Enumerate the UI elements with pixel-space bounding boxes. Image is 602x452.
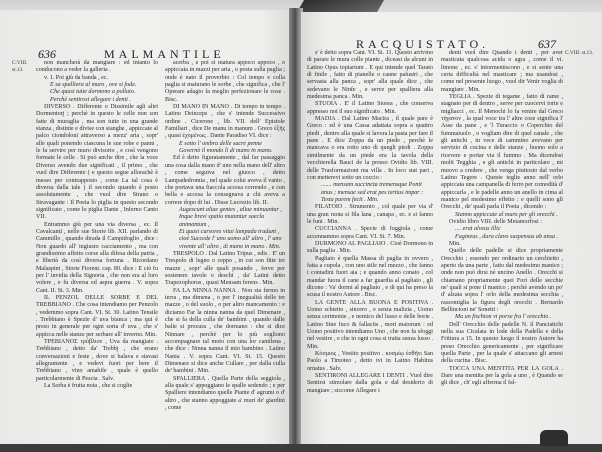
verse-line: ....... mensam succincta tremensque Ponit anus ; mensae sed erat pes tertius impar : [321, 182, 424, 196]
verse-line: .... erat alveus illic [455, 226, 501, 233]
paragraph: Dell' Orecchio delle padelle N. il Panciatichi nella sua Cicalata in lode della Padella e della Frittura a 15. In questo luogo il nostro Autore ha preso Orecchio genericamente , per significare quella Parte , per la quale s' attaccano gli arnesi della cucina . Bisc. [441, 321, 563, 365]
paragraph: DURMONO AL PAGLIAIO . Cioè Dormono in sulla paglia . Min. [307, 240, 433, 255]
verse-line: Ma un fischion vi porse fra l' orecchio . [455, 314, 552, 321]
right-column-2 [441, 50, 563, 388]
verse-line: Fagineus , dura clavo suspensus ab ansa . [455, 233, 559, 240]
verse-line: Testa parem fecit . Min. [321, 196, 379, 203]
paragraph: Quello delle padelle si dice propriamente Orecchio ; essendo per ordinario un cerchietto , aperto da una parte , fatto dal medesimo manico ; onde non può dirsi nè uncino Anello . Orecchi si chiamano propriamente quei Fori delle secchie ne' quali si pone il manico ; perchè avendo un po' d' alzata sopra l' orlo della medesima secchia , rassomiglia la figura degli orecchi . Bernardo Bellincioni ne' Sonetti : [441, 248, 563, 314]
verse-line: Et quasi cursores vitai lampada tradunt , cioè Succede l' uno uomo all' altro , l' uno viventе all' altro , di mano in mano . Min. [179, 228, 282, 250]
running-head: MALMANTILE [104, 47, 225, 61]
left-column-1 [36, 60, 158, 390]
verse-line: Perchè sentirosi allegare i denti . [50, 96, 131, 103]
left-column-2 [165, 60, 285, 413]
paragraph: TRESPOLO . Dal Latino Tripus , edis . E' un Trespolo di legno o ceppo , in cui son fitte tre mazze , sopr' alle quali posando , ferve per sostenere tavole o deschi , da' Latini detto Trapezophorus , quasi Mensam ferens . Min. [165, 250, 285, 287]
paragraph: LA GENTE ALLA BUONA E POSITIVA . Uomo schietto , sincero , e senza malizia , Uomo senza cerimonie , e nemico del lusso e delle borie . Latino Sine fuco & fallaciis , mori maiorum : ed Uomo positivo intendiamo Uno , che non fa sfoggi nel vestire , e che in ogni cosa si tratta senza lusso . Min. [307, 299, 433, 350]
paragraph: FILATOIO . Strumento , col quale per via d' una gran ruota si fila lana , canapa , ec. e si fanno le funi . Min. [307, 204, 433, 225]
paragraph: Min. [449, 240, 461, 247]
right-column-1 [307, 50, 433, 395]
paragraph: Entrammo giù per una via diversa , ec. Il Cavalcanti , nelle sue Storie lib. XII. parlando di Cammillo , quando dirada il Campidoglio , dice : Non guardo all' ingiusto cacciamento , ma con grandissimo affetto corse alla difesa della patria , e libertà da così diversa fortuna . Ricordano Malaspini , Storie Fiorent. cap. 80. dice : E ciò fu per l' invidia della Signoria , che non era al loro volere , e fu diversa ed aspra guerra . V. sopra Cant. II. St. 3. Min. [36, 221, 158, 294]
paragraph: Κόσμιος , Vestito positivo . κοσμίῳ ἐσθῆτι San Paolo a Timoteo , detto ivi in Latino Habitus ornatus . Salv. [307, 351, 433, 372]
left-page [0, 10, 291, 446]
page-number: 637 [538, 37, 556, 51]
page-clip [540, 430, 568, 446]
paragraph: CUCCIANNA . Specie di foggiola , come accennammo sopra Cant. VI. St. 7. Min. [307, 226, 433, 240]
paragraph: IL PENZOL DELLE SORBE E DEL TREBBIANO . Che cosa intendiamo per Penzolo , vedemmo sopra Cant. VI. St. 30. Latino Tensile . Trebbiano è Spezie d' uva bianca ; ma qui è preso in generale per ogni sorta d' uva , che s' appicca nelle stanze per serbare all' inverno. Min. [36, 295, 158, 338]
paragraph: STUOIA . E' il Latino Storea , che conserva appresso noi il suo significato . Min. [307, 101, 433, 115]
paragraph: Pagliaio è quella Massa di paglia in ovvero , fatta a cupola , con uno stile nel mezzo , che fanno i contadini fuori aia ; e quando anno conato , col mandar fuora il cane a far guardia al pagliaio , gli dicono : Va' dormi al pagliaio , e di qui ha preso la scusa il nostro Autore . Bisc. [307, 255, 433, 299]
running-head: RACQUISTATO. [356, 37, 490, 51]
paragraph: s' è detto sopra Cant. VI. St. 11. Questo arrivino di parare le mura colle piante , diceasi da alcuni in Latino Opus topiarium . E qui intende quel Tarato di finile , fatto di pianelle o canne palustri , che servasta alla panca , sopr' alla quale dice , che sedevano le Ninfe , e serve per spalliera alla medesima panca . Min. [307, 50, 433, 101]
paragraph: MADIA . Dal Latino Mactra , il quale pare è Greco : ed è una Cassa adattata sopra a quattro piedi , dentro alla quale si lavora la pasta per fare il pane . E dice Zoppa da un piede , perchè le mancava o era rotto uno di quegli piedi . Zoppa similmente da un piede era la tavola della vecchierella Bauci de la presso Ovidio lib. VIII. delle Trasformazioni ma villa . In loco stat pari , con metterevi sotto un coccio : [307, 116, 433, 181]
margin-note: C.VIII. st.13. [12, 60, 28, 74]
paragraph: SENTIRONI ALLEGARE I DENTI . Vuol dire Sentirsi stimolare dalla gola e dal desiderio di mangiare ; siccome Allegare i [307, 373, 433, 394]
right-page [301, 12, 602, 446]
margin-note: C.VIII. st.13. [565, 50, 594, 56]
paragraph: SPALLIERA . Quella Parte della seggiola , alla quale s' appoggiano le spalle sedendo ; e per Spalliere intendiamo quelle Piante d' agrumi o d' altro , che stanno appoggiate a' muri de' giardini , come [165, 375, 285, 412]
paragraph: TEGLIA . Spezie di tegame , fatto di rame , stagnato per di dentro , serve per cuocervi torte e migliacci , ec. Il Menochi lo fa venire dal Greco τήγανον , la qual voce tra l' altre cose significa l' Asse da pane , e 'l Turaccio o Coperchio del fummaiuolo , o vogliam dire di quel canale , che gli antichi , in vece di cammino avevano per servizio di cucina e delle stanze , buono solo a ricevere e portar via il fummo . Ma dicendosi molti Tegghia , e gli antichi in particolare , mi muovo a credere , che venga piuttosto dal verbo Latino Tegere . Queste teglie anno nell' orlo appiccata una campanella di ferro per comodità d' appiccarla , e le padelle anno un anello in cima al manico pel medesimo effetto : e quelli sono gli Orecchi , de' quali parla il Poeta , dicendo : [441, 94, 563, 211]
paragraph: DIVERSO . Differente o Dissimile agli altri Dormentorj ; perchè in questo le celle non son fatte di muraglia , ma son tutte in una grande stanza , distinte e divise con stanghe , appiccate al palco ciondoloni attraverso a mezz' aria , sopr' alle quali ponendo ciascuna le sue robe e panni , le fa servire per muro divisorio , e così vengono formate le celle . Si può anche dire , che la voce Diverso avendo due significati , il primo , che vuol dire Differente ( e questo segue allorachè è messo per contrapposto , come La tal cosa è diversa dalla tale ) il secondo quando è posto assolutamente , che vuol dire Strano o Stravagante : Il Poeta lo piglia in questo secondo significato , come lo piglia Dante , Inferno Canto VII. [36, 104, 158, 221]
verse-line: Augescunt aliae gentes , aliae minuuntur , Inque brevi spatio mutantur saecla animantum , [179, 206, 282, 228]
paragraph: DI MANO IN MANO . Di tempo in tempo . Latino Deinceps , che s' intende Successivo ordine . Cicerone , lib. VII. dell' Epistole Familiari , dice De manu in manum . Greco ἐξῆς , quasi ἐχομένως . Dante Paradiso VI. dice : [165, 104, 285, 140]
verse-line: Che quasi tutte dormono a pollaio. [50, 89, 136, 96]
page-number: 636 [38, 47, 56, 61]
scan-bottom-edge [0, 444, 602, 452]
verse-line: Governò il mondo lì di mano in mano. [179, 148, 273, 155]
paragraph: ΤΡΕΒΙΑΝΟΣ τρύβλιον , Uva da mangiare . Trebbiano , detto da' Trebbj , che erano conversazioni e feste , dove si balava e stavasi allegramente , e vedevi fuori per bere il Trebbiano , vino amabile , quale è quello particolarmente di Pescia . Salv. [36, 339, 158, 382]
paragraph: La Sorba è frutta nota , che si coglie [44, 383, 133, 390]
verse-line: E sotto l' ombra delle sacre penne [179, 140, 262, 147]
paragraph: acerba , e poi si matura appoco appoco , o appiccata in mazzi per aria , o posta sulla paglia ; onde è nato il proverbio : Col tempo e colla paglia si maturano le sorbe , che significa , che l' Operare adagio fa meglio perfezionare le cose . Bisc. [165, 60, 285, 103]
verse-line: E sa spalliera al muro , ove si fode. [50, 82, 137, 89]
paragraph: Ed è detto figuratamente , dal far passaggio una cosa dalla mano d' uno nella mano dell' altro , come seguiva nel giuoco , detto Lampadedromia , nel quale colui aveva il vanto , che portava una fiaccola accesa correndo , e con bella e accesa la consegnava a chi aveva a correre dopo di lui . Disse Lucrezio lib. II. [165, 155, 285, 206]
paragraph: TOCCA UNA MENTITA PER LA GOLA . Dare una mentita per la gola a uno , è Quando se gli dice , ch' egli afferma il fal- [441, 365, 563, 387]
paragraph: FA LA NINNA NANNA . Non sta fermo in terra , ma dimena , o per l' inegualità delle tre mazze , o del suolo , o per altro mancamento : e diciamo Far la ninna nanna da quel Dimenare , che si fa della culla de' bambini , quando dalle balie si procura , che dormano : che si dice Ninnare , perchè per lo più sogliono accompagnare tal moto con una lor cantilena , che dice : Ninna nanna il mio bambino . Latino Nania . V. sopra Cant. VI. St. 15. Questo Dimenare si dice anche Cullare , per dalla culla de' bambini . Min. [165, 287, 285, 375]
paragraph: v. 1. Poi giù da banda , ec. [44, 74, 109, 81]
paragraph: non mancherà da mangiare : ed intanto lo conducono a veder la galleria . [36, 60, 158, 74]
paragraph: denti vuol dire Quando i denti , per aver masticata qualcosa acida o agra , come il vi. limone , ec. s' intormentiscono , e si sente una certa difficultà nel masticare ; ma usandosi , come nel presente luogo , vuol dir Venir voglia di mangiare . Min. [441, 50, 563, 93]
verse-line: Stanno appiccate al muro per gli orecchi . [455, 211, 558, 218]
paragraph: Ovidio libro VIII. delle Metamorfosi : [449, 218, 542, 225]
